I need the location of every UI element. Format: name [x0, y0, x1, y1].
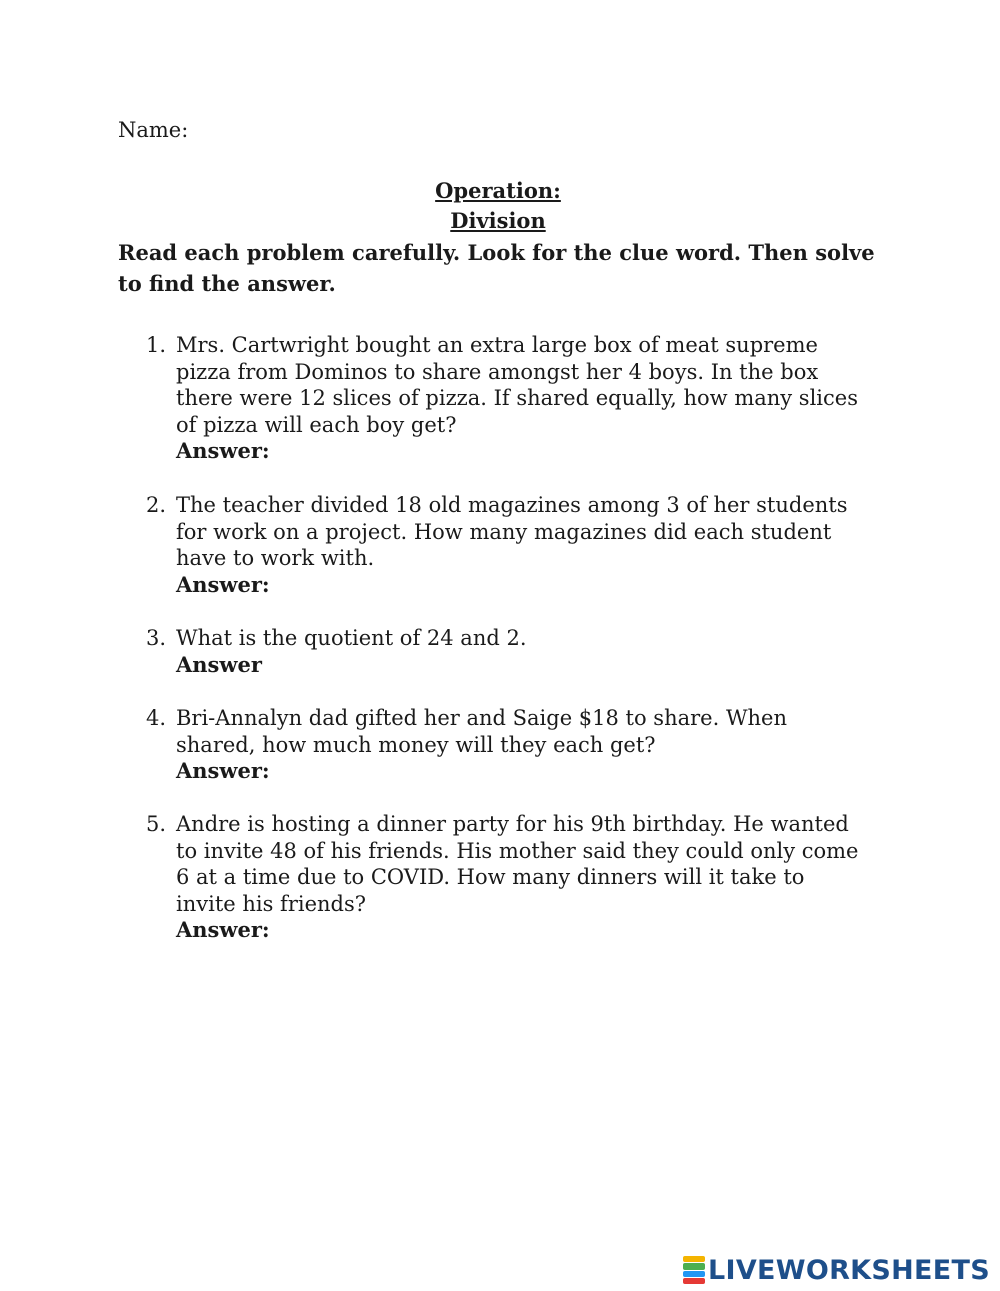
answer-label: Answer: [176, 917, 270, 942]
answer-label: Answer [176, 651, 262, 677]
problem-item [140, 625, 870, 678]
problem-number: 1. [146, 333, 167, 357]
problem-text: Andre is hosting a dinner party for his 9th birthday. He wanted to invite 48 of his friends. His mother said they could only come 6 at a time due to COVID. How many dinners will it take to invite his friends? [176, 812, 859, 916]
problem-number: 2. [146, 493, 167, 517]
liveworksheets-logo-icon [683, 1256, 705, 1284]
problem-item [140, 332, 870, 465]
problem-text: Mrs. Cartwright bought an extra large box of meat supreme pizza from Dominos to share amongst her 4 boys. In the box there were 12 slices of pizza. If shared equally, how many slices of pizza will each boy get? [176, 333, 858, 437]
brand-name: LIVEWORKSHEETS [707, 1254, 990, 1286]
liveworksheets-brand [683, 1253, 990, 1287]
problem-text: The teacher divided 18 old magazines among 3 of her students for work on a project. How many magazines did each student have to work with. [176, 493, 848, 570]
problem-item [140, 705, 870, 785]
problem-item [140, 492, 870, 598]
problem-item [140, 811, 870, 944]
answer-label: Answer: [176, 758, 270, 783]
answer-label: Answer: [176, 571, 270, 597]
problem-number: 5. [146, 812, 167, 836]
topic-heading: Division [450, 208, 546, 233]
name-label: Name: [118, 118, 189, 142]
problem-text: What is the quotient of 24 and 2. [176, 626, 527, 650]
problem-number: 4. [146, 706, 167, 730]
operation-heading: Operation: [435, 178, 561, 203]
instructions: Read each problem carefully. Look for the clue word. Then solve to find the answer. [118, 240, 875, 296]
problem-number: 3. [146, 626, 167, 650]
problem-text: Bri-Annalyn dad gifted her and Saige $18 to share. When shared, how much money will they each get? [176, 706, 788, 757]
answer-label: Answer: [176, 438, 270, 463]
